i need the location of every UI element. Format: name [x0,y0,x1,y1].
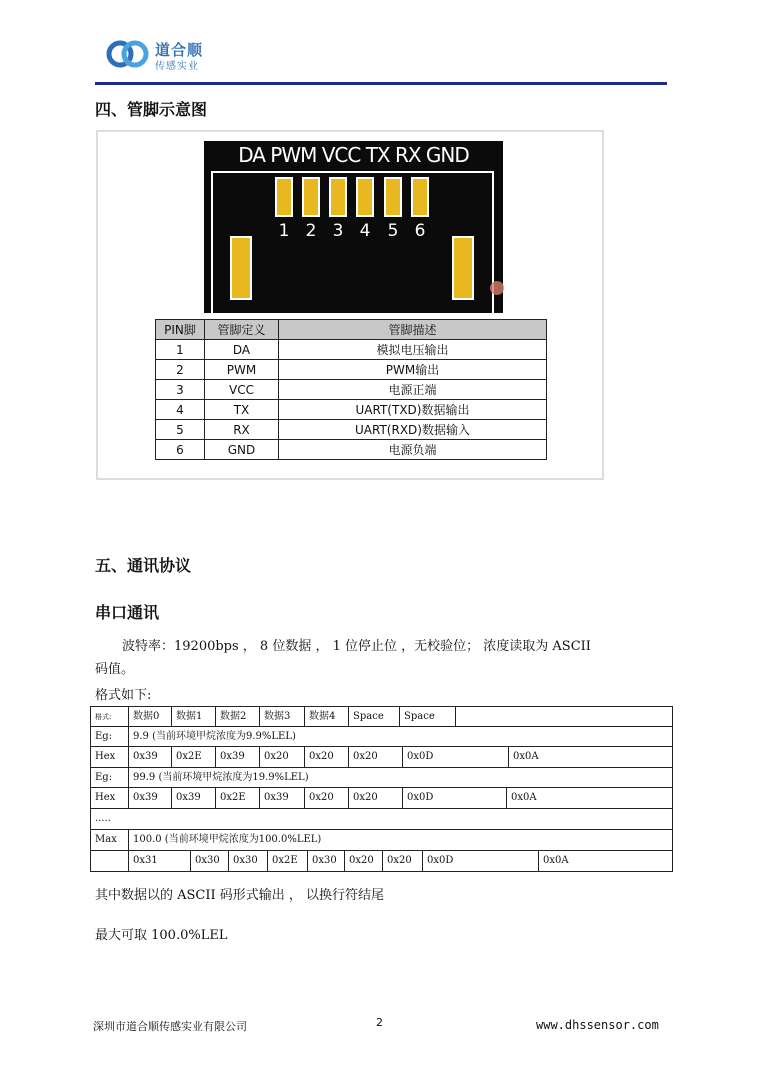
table-cell: 0x2E [215,788,259,808]
protocol-paragraph-line1: 波特率：19200bps ， 8 位数据 ， 1 位停止位 ，无校验位； 浓度读取为 ASCII [122,639,591,654]
table-row [156,440,547,460]
table-row [156,400,547,420]
table-row [156,360,547,380]
table-cell: 6 [156,440,205,460]
mount-pad-left [230,236,252,300]
footer-company: 深圳市道合顺传感实业有限公司 [93,1020,247,1033]
table-cell: 0x20 [304,788,348,808]
table-cell: 数据1 [171,707,215,726]
table-row [90,706,673,727]
table-header: 管脚定义 [205,320,279,340]
table-cell: GND [205,440,279,460]
table-cell: 0x20 [348,747,402,767]
table-cell: 0x0A [538,851,673,871]
table-header: 管脚描述 [279,320,547,340]
table-cell: UART(RXD)数据输入 [279,420,547,440]
table-cell: 0x31 [128,851,190,871]
table-cell: 100.0 (当前环境甲烷浓度为100.0%LEL) [128,830,673,850]
subsection-title-serial: 串口通讯 [95,603,160,622]
table-cell: RX [205,420,279,440]
pin-number: 1 [278,221,290,241]
table-cell: 0x20 [382,851,422,871]
table-cell: 数据2 [215,707,259,726]
format-label: 格式如下: [95,688,152,703]
pin-diagram [204,141,503,313]
table-cell [91,851,128,871]
table-cell: 0x20 [344,851,382,871]
protocol-paragraph-line2: 码值。 [95,662,135,677]
table-cell: 0x0A [506,788,673,808]
pin-number: 5 [387,221,399,241]
pin-pad [384,177,402,217]
board-pin-labels: DA PWM VCC TX RX GND [238,143,469,167]
pin-pad [329,177,347,217]
table-cell: 1 [156,340,205,360]
pin-pad [302,177,320,217]
table-cell: Hex [95,792,116,803]
table-cell: Eg: [95,772,113,783]
section-title-protocol: 五、通讯协议 [95,556,192,575]
table-cell [455,707,673,726]
note-max-value: 最大可取 100.0%LEL [95,928,228,943]
note-ascii-output: 其中数据以的 ASCII 码形式输出 ， 以换行符结尾 [95,888,385,903]
table-row [156,420,547,440]
company-logo [105,36,215,72]
table-cell: 模拟电压输出 [279,340,547,360]
table-cell: PWM输出 [279,360,547,380]
pin-pad [356,177,374,217]
table-cell: 电源正端 [279,380,547,400]
table-cell: 0x2E [267,851,307,871]
table-cell: UART(TXD)数据输出 [279,400,547,420]
table-cell: Max [95,834,117,845]
pin-number: 3 [332,221,344,241]
logo-mark-icon [105,36,151,72]
table-cell: 数据3 [259,707,304,726]
header-divider [95,82,667,85]
format-table [90,706,673,872]
table-cell: 4 [156,400,205,420]
table-row [90,808,673,830]
table-cell: Eg: [95,731,113,742]
footer-website: www.dhssensor.com [536,1018,659,1032]
table-cell: Space [399,707,455,726]
table-cell: 2 [156,360,205,380]
table-header-row [156,320,547,340]
table-cell: 0x39 [259,788,304,808]
table-row [90,726,673,747]
page-number: 2 [376,1016,383,1029]
table-cell: 数据0 [128,707,171,726]
table-cell: 格式: [95,713,112,721]
table-cell: ..... [95,813,111,824]
mount-pad-right [452,236,474,300]
logo-text: 道合顺 [155,41,204,59]
table-cell: 0x2E [171,747,215,767]
table-cell: 5 [156,420,205,440]
pin-number: 6 [414,221,426,241]
table-cell: 9.9 (当前环境甲烷浓度为9.9%LEL) [128,727,673,746]
table-row [90,746,673,768]
table-cell: 0x30 [228,851,267,871]
table-cell: 0x39 [128,747,171,767]
marker-dot [490,281,504,295]
table-cell: VCC [205,380,279,400]
table-cell: Hex [95,751,116,762]
table-header: PIN脚 [156,320,205,340]
table-cell: Space [348,707,399,726]
section-title-pins: 四、管脚示意图 [95,100,208,119]
table-row [156,380,547,400]
table-row [90,829,673,851]
table-cell: 0x20 [304,747,348,767]
pin-number: 4 [359,221,371,241]
pin-number: 2 [305,221,317,241]
table-cell: 99.9 (当前环境甲烷浓度为19.9%LEL) [128,768,673,787]
table-cell: DA [205,340,279,360]
table-cell: 0x39 [128,788,171,808]
table-cell: 0x0D [402,747,508,767]
pin-pad [275,177,293,217]
table-cell: 0x20 [348,788,402,808]
table-cell: TX [205,400,279,420]
table-cell: 0x20 [259,747,304,767]
table-cell: 0x0A [508,747,673,767]
table-cell: 3 [156,380,205,400]
table-cell: 0x0D [422,851,538,871]
table-cell: 0x30 [307,851,344,871]
table-row [90,787,673,809]
table-row [90,850,673,872]
table-cell: 0x30 [190,851,228,871]
table-row [90,767,673,788]
table-cell: 0x39 [171,788,215,808]
pin-table [155,319,547,460]
table-row [156,340,547,360]
table-cell: 电源负端 [279,440,547,460]
logo-subtext: 传感实业 [155,61,199,72]
pin-pad [411,177,429,217]
table-cell: 0x0D [402,788,506,808]
table-cell: 数据4 [304,707,348,726]
table-cell: PWM [205,360,279,380]
table-cell: 0x39 [215,747,259,767]
